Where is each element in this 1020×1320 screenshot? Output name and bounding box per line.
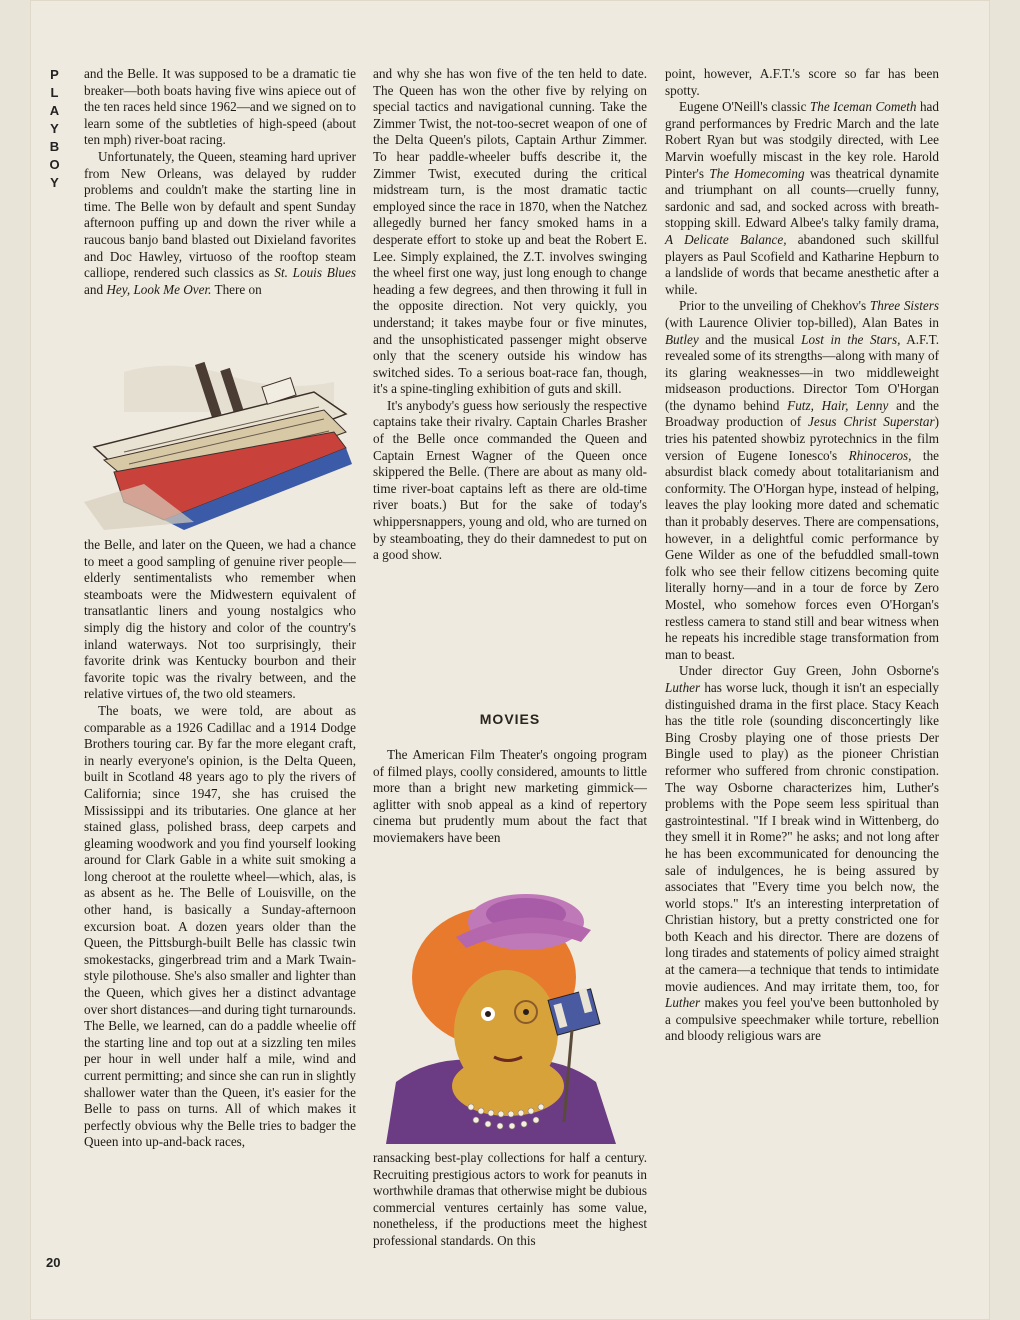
paragraph: Eugene O'Neill's classic The Iceman Cometh had grand performances by Fredric March and the late Robert Ryan but was stodgily directed, with Lee Marvin woefully miscast in the key role. Harold Pinter's The Homecoming was theatrical dynamite and triumphant on all counts—cruelly funny, sardonic and sad, and socked across with breath-stopping skill. Edward Albee's talky family drama, A Delicate Balance, abandoned such skillful players as Paul Scofield and Katharine Hepburn to a landslide of words that became anesthetic after a while. [665, 99, 940, 297]
margin-letter: L [50, 85, 60, 100]
margin-letter: O [49, 157, 61, 172]
paragraph: The American Film Theater's ongoing program of filmed plays, coolly considered, amounts to little more than a bright new marketing gimmick—aglitter with snob appeal as a kind of repertory cinema but prudently mum about the fact that moviemakers have been [373, 747, 647, 845]
magazine-name-vertical [44, 66, 66, 192]
paragraph: Under director Guy Green, John Osborne's Luther has worse luck, though it isn't an especially distinguished drama in the first place. Stacy Keach has the title role (sounding disconcertingly like Bing Crosby playing one of those priests Der Bingle used to play) as the pioneer Christian reformer who suffered from chronic constipation. The way Osborne characterizes him, Luther's problems with the Pope seem less spiritual than gastrointestinal. "If I break wind in Wittenberg, do they smell it in Rome?" he asks; and not long after he has been excommunicated for denouncing the sale of indulgences, he is being assured by associates that "Every time you belch now, the world stops." It's an interesting interpretation of Christian history, but a pretty constricted one for both Keach and his director. There are dozens of long tirades and statements of policy aimed straight at the camera—a technique that tends to intimidate movie audiences. And may irritate them, too, for Luther makes you feel you've been buttonholed by a compulsive speechmaker while torture, rebellion and bloody religious wars are [665, 663, 940, 1044]
paragraph: It's anybody's guess how seriously the respective captains take their rivalry. Captain Charles Brasher of the Belle once commanded the Queen and Captain Ernest Wagner of the Queen once skippered the Belle. (There are about as many old-time river-boat captains left as there are old-time river boats.) But for the sake of today's whippersnappers, young and old, who are turned on by steamboating, they do their damnedest to put on a good show. [373, 397, 647, 563]
paragraph: the Belle, and later on the Queen, we had a chance to meet a good sampling of genuine river people—elderly sentimentalists who remember when steamboats were the Midwestern equivalent of transatlantic liners and young nostalgics who simply dig the history and color of the country's inland waterways. Not too surprisingly, their favorite drink was Kentucky bourbon and their favorite topic was the rivalry between, and the relative virtues of, the two old steamers. [84, 537, 356, 702]
column-1-bottom [84, 537, 356, 1151]
column-2-bottom [373, 1150, 647, 1250]
margin-letter: Y [50, 121, 60, 136]
paragraph: point, however, A.F.T.'s score so far has been spotty. [665, 66, 939, 98]
margin-letter: Y [50, 175, 60, 190]
paragraph: Prior to the unveiling of Chekhov's Three Sisters (with Laurence Olivier top-billed), Alan Bates in Butley and the musical Lost in the Stars, A.F.T. revealed some of its strengths—along with many of its glaring weaknesses—in two middleweight midseason productions. Director Tom O'Horgan (the dynamo behind Futz, Hair, Lenny and the Broadway production of Jesus Christ Superstar) tries his patented showbiz pyrotechnics in the film version of Eugene Ionesco's Rhinoceros, the absurdist black comedy about totalitarianism and conformity. The O'Horgan hype, instead of helping, leaves the play looking more dated and schematic than it probably deserves. There are compensations, however, in a delightful comic performance by Gene Wilder as one of the befuddled small-town folk who see their fellow citizens becoming quite literally horny—and in a tour de force by Zero Mostel, who somehow forces even O'Horgan's restless camera to stand still and bear witness when he repeats his incredible stage transformation from man to beast. [665, 298, 940, 662]
column-3 [665, 66, 939, 1045]
margin-letter: P [50, 67, 60, 82]
margin-letter: A [49, 103, 61, 118]
margin-letter: B [49, 139, 61, 154]
steamboat-illustration [84, 352, 356, 532]
paragraph: The boats, we were told, are about as comparable as a 1926 Cadillac and a 1914 Dodge Brothers touring car. By far the more elegant craft, in nearly everyone's opinion, is the Delta Queen, built in Scotland 48 years ago to ply the rivers of California; since 1947, she has cruised the Mississippi and its tributaries. One glance at her stained glass, polished brass, deep carpets and gleaming woodwork and you find yourself looking around for Clark Gable in a white suit smoking a long cheroot at the roulette wheel—which, alas, is as absent as he. The Belle of Louisville, on the other hand, is basically a Sunday-afternoon excursion boat. A dozen years older than the Queen, the Pittsburgh-built Belle has classic twin smokestacks, gingerbread trim and a Mark Twain-style pilothouse. She's also smaller and lighter than the Queen, which gives her a distinct advantage over short distances—and during tight turnarounds. The Belle, we learned, can do a paddle wheelie off the starting line and top out at a sizzling ten miles per hour in well under half a mile, wind and current permitting; and since she can run in slightly shallower water than the Queen, it's easier for the Belle to pass on turns. All of which makes it perfectly obvious why the Belle tries to badger the Queen into up-and-back races, [84, 702, 356, 1150]
paragraph: Unfortunately, the Queen, steaming hard upriver from New Orleans, was delayed by rudder problems and couldn't make the starting line in time. The Belle won by default and spent Sunday afternoon puffing up and down the river while a raucous banjo band blasted out Dixieland favorites and Doc Hawley, virtuoso of the rooftop steam calliope, rendered such classics as St. Louis Blues and Hey, Look Me Over. There on [84, 148, 357, 297]
column-2-top [373, 66, 647, 564]
section-heading-movies: MOVIES [479, 711, 541, 727]
column-1-top [84, 66, 356, 298]
column-2-movies-intro [373, 747, 647, 847]
paragraph: ransacking best-play collections for half a century. Recruiting prestigious actors to work for peanuts in worthwhile dramas that otherwise might be dubious commercial ventures certainly has some value, nonetheless, if the productions meet the highest professional standards. On this [373, 1150, 647, 1248]
paragraph: and why she has won five of the ten held to date. The Queen has won the other five by relying on special tactics and navigational cunning. Take the Zimmer Twist, the not-too-secret weapon of one of the Delta Queen's pilots, Captain Arthur Zimmer. To hear paddle-wheeler buffs describe it, the Zimmer Twist, executed during the critical midstream turn, is the most dramatic tactic employed since the race in 1870, when the Natchez allegedly burned her fancy smoked hams in a desperate effort to stoke up and beat the Robert E. Lee. Simply explained, the Z.T. involves swinging the wheel first one way, just long enough to change heading a few degrees, and then throwing it full in the opposite direction. Not very quickly, you understand; it takes maybe four or five minutes, and the unsophisticated passenger might observe only that the scenery outside his window has switched sides. To a serious boat-race fan, though, it's a spine-tingling exhibition of guts and skill. [373, 66, 647, 397]
paragraph: and the Belle. It was supposed to be a dramatic tie breaker—both boats having five wins apiece out of the ten races held since 1962—and we signed on to learn some of the subtleties of high-speed (about ten mph) river-boat racing. [84, 66, 356, 148]
page-number: 20 [46, 1255, 61, 1270]
theater-lady-illustration [376, 882, 644, 1144]
